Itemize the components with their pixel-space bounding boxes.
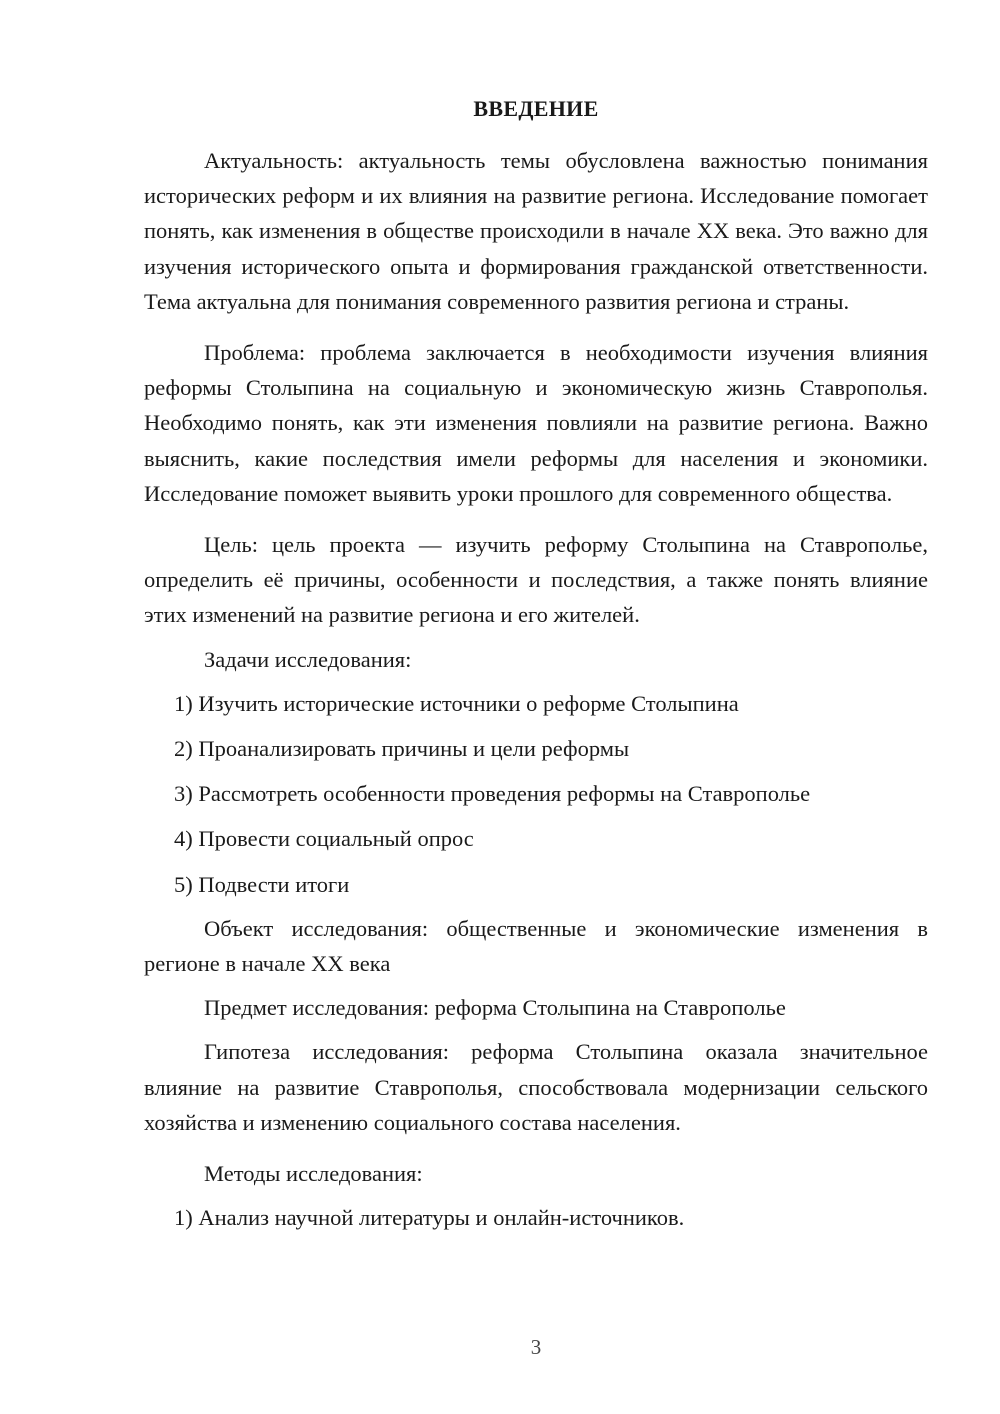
task-item: 2) Проанализировать причины и цели реформы <box>174 736 630 762</box>
problem-paragraph: Проблема: проблема заключается в необходимости изучения влияния реформы Столыпина на социальную и экономическую жизнь Ставрополья. Необходимо понять, как эти изменения повлияли на развитие региона. Важно выяснить, какие последствия имели реформы для населения и экономики. Исследование поможет выявить уроки прошлого для современного общества. <box>144 340 928 506</box>
document-body <box>144 143 928 1235</box>
task-item: 3) Рассмотреть особенности проведения реформы на Ставрополье <box>174 781 811 807</box>
method-item: 1) Анализ научной литературы и онлайн-источников. <box>174 1205 685 1231</box>
subject-paragraph: Предмет исследования: реформа Столыпина на Ставрополье <box>204 995 786 1021</box>
hypothesis-paragraph: Гипотеза исследования: реформа Столыпина оказала значительное влияние на развитие Ставрополья, способствовала модернизации сельского хозяйства и изменению социального состава населения. <box>144 1039 928 1135</box>
task-item: 4) Провести социальный опрос <box>174 826 474 852</box>
methods-list <box>144 1200 928 1235</box>
object-paragraph: Объект исследования: общественные и экономические изменения в регионе в начале XX века <box>144 915 928 977</box>
tasks-list <box>144 686 928 902</box>
task-item: 5) Подвести итоги <box>174 871 350 897</box>
relevance-paragraph: Актуальность: актуальность темы обусловлена важностью понимания исторических реформ и их влияния на развитие региона. Исследование помогает понять, как изменения в обществе происходили в начале XX века. Это важно для изучения исторического опыта и формирования гражданской ответственности. Тема актуальна для понимания современного развития региона и страны. <box>144 148 928 314</box>
section-title: ВВЕДЕНИЕ <box>473 96 599 121</box>
tasks-heading: Задачи исследования: <box>204 646 412 672</box>
page-number: 3 <box>530 1335 542 1359</box>
task-item: 1) Изучить исторические источники о реформе Столыпина <box>174 690 739 716</box>
methods-heading: Методы исследования: <box>204 1161 423 1187</box>
goal-paragraph: Цель: цель проекта — изучить реформу Столыпина на Ставрополье, определить её причины, особенности и последствия, а также понять влияние этих изменений на развитие региона и его жителей. <box>144 532 928 628</box>
